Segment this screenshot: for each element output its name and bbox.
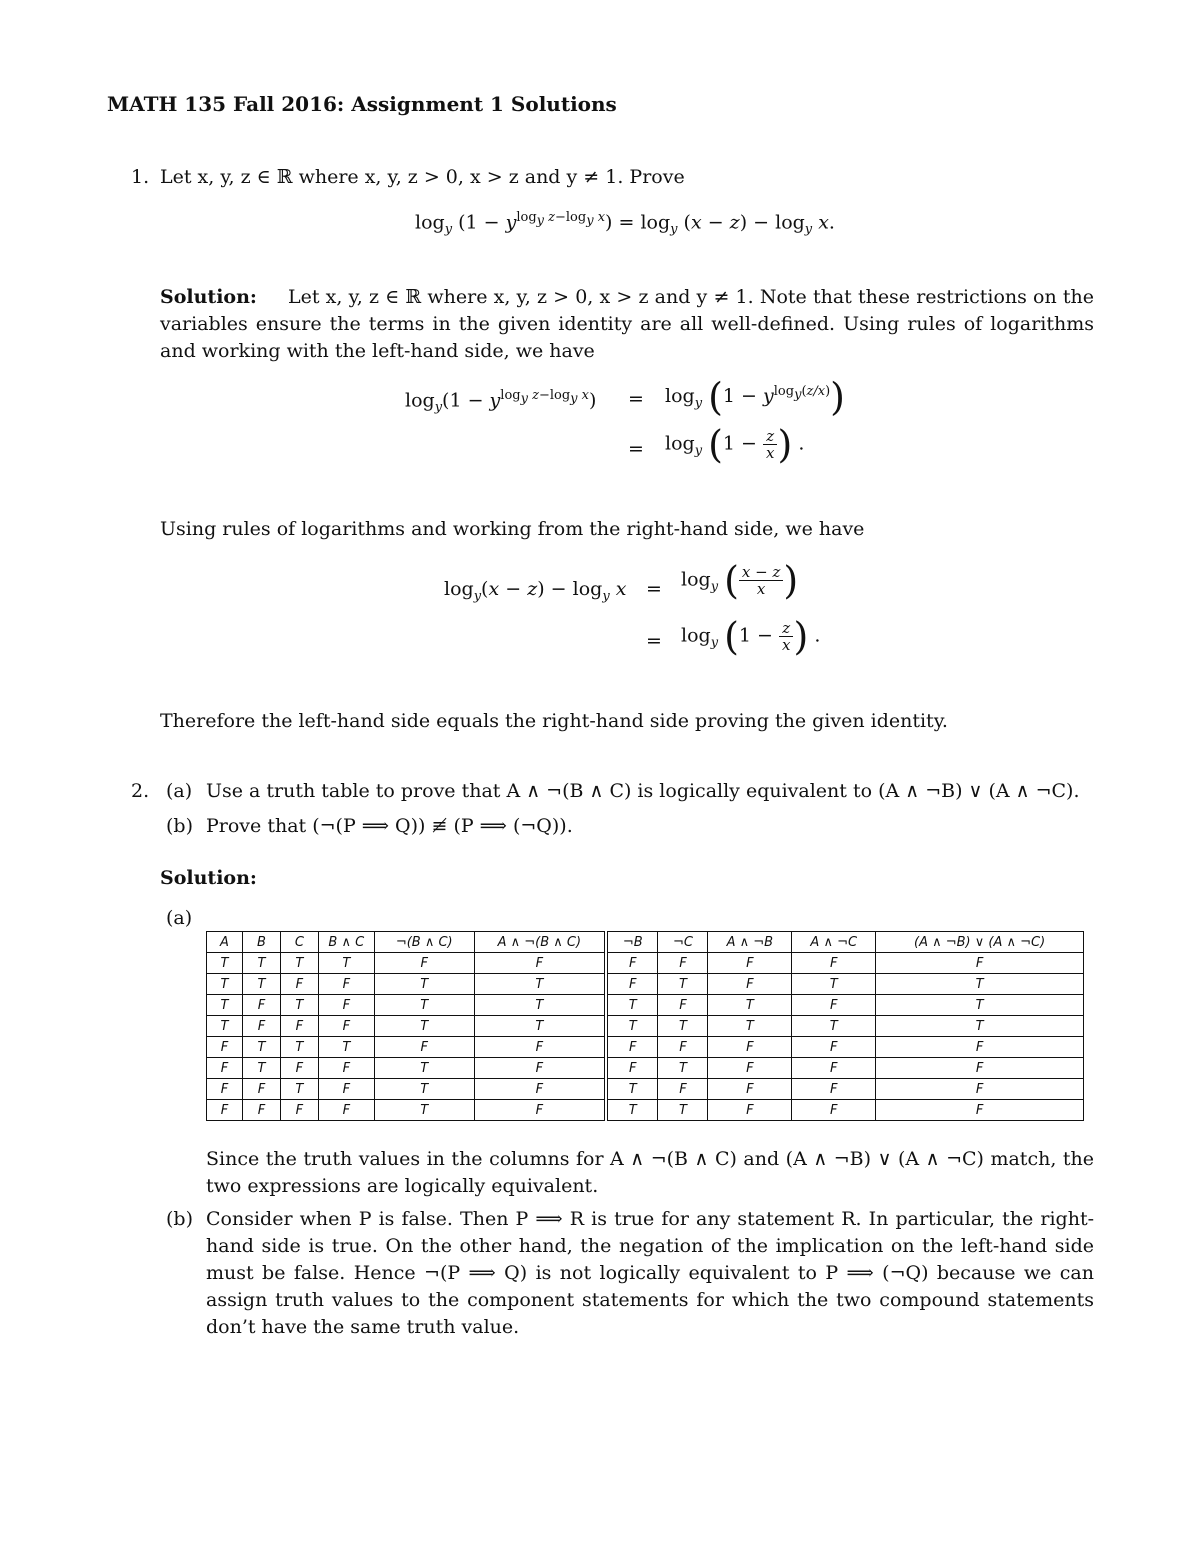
table-cell: T [708,995,792,1016]
table-row [207,995,1084,1016]
table-cell: T [606,995,658,1016]
q1-number: 1. [131,166,150,188]
table-cell: T [876,995,1084,1016]
table-cell: T [374,1016,474,1037]
q1-statement: Let x, y, z ∈ ℝ where x, y, z > 0, x > z and y ≠ 1. Prove [160,166,685,188]
table-cell: T [374,1100,474,1121]
table-cell: T [792,1016,876,1037]
rhs-step1-right: $\log_y$ ( $\frac{x - z}{x}$ ) [681,558,799,603]
equals-sign: = [628,438,644,460]
q2-sol-a-text: Since the truth values in the columns for A ∧ ¬(B ∧ C) and (A ∧ ¬B) ∨ (A ∧ ¬C) match, the two expressions are logically equivalent. [206,1148,1094,1197]
table-cell: T [658,1016,708,1037]
table-cell: F [658,1037,708,1058]
table-cell: T [374,974,474,995]
table-cell: F [207,1058,243,1079]
table-cell: F [792,1037,876,1058]
table-cell: F [876,953,1084,974]
q1-identity: $\log_y (1 - y^{log_y z-log_y x}) = \log_y (x - z) - \log_y x$. [415,210,835,238]
table-cell: F [318,974,374,995]
equals-sign: = [646,630,662,652]
q2-solution-label: Solution: [160,867,257,889]
lhs-step1-left: $\log_y(1 - y^{log_y z-log_y x})$ [405,388,597,416]
table-cell: T [242,1058,280,1079]
table-header-cell: A ∧ ¬(B ∧ C) [474,932,606,953]
table-cell: T [374,995,474,1016]
table-row [207,1079,1084,1100]
table-cell: T [792,974,876,995]
table-header-cell: B [242,932,280,953]
table-cell: F [474,1079,606,1100]
table-cell: T [207,953,243,974]
table-header-cell: (A ∧ ¬B) ∨ (A ∧ ¬C) [876,932,1084,953]
table-cell: F [474,1100,606,1121]
table-cell: F [474,1037,606,1058]
table-cell: T [318,953,374,974]
q2-part-a-label: (a) [166,780,193,802]
q1-solution-label: Solution: [160,286,257,308]
q2-sol-b-label: (b) [166,1208,193,1230]
table-cell: F [658,1079,708,1100]
q2-part-a: Use a truth table to prove that A ∧ ¬(B ∧ C) is logically equivalent to (A ∧ ¬B) ∨ (A ∧ ¬C). [206,780,1080,802]
table-cell: F [658,953,708,974]
q2-number: 2. [131,780,150,802]
table-cell: F [792,953,876,974]
lhs-step2-right: $\log_y (1$ − $\frac{z}{x}$ ) . [665,422,805,467]
rhs-step2-right: $\log_y (1$ − $\frac{z}{x}$ ) . [681,614,821,659]
table-cell: T [242,953,280,974]
q2-part-b-label: (b) [166,815,193,837]
table-cell: F [318,1100,374,1121]
table-cell: T [606,1100,658,1121]
table-header-cell: A [207,932,243,953]
table-cell: T [280,1079,318,1100]
table-cell: F [708,1037,792,1058]
table-cell: F [708,1058,792,1079]
table-cell: T [280,995,318,1016]
table-cell: T [658,1100,708,1121]
rhs-step1-left: $\log_y(x - z) - \log_y x$ [444,578,627,604]
table-cell: F [242,1079,280,1100]
table-cell: F [708,1100,792,1121]
table-cell: F [708,974,792,995]
table-cell: F [606,953,658,974]
table-cell: T [374,1058,474,1079]
table-cell: F [242,995,280,1016]
table-cell: F [280,1058,318,1079]
q2-sol-b-text: Consider when P is false. Then P ⟹ R is true for any statement R. In particular, the right-hand side is true. On the other hand, the negation of the implication on the left-hand side must be false. Hence ¬(P ⟹ Q) is not logically equivalent to P ⟹ (¬Q) because we can assign truth values to the component statements for which the two compound statements don’t have the same truth value. [206,1208,1094,1338]
table-header-cell: A ∧ ¬B [708,932,792,953]
table-cell: F [792,1058,876,1079]
table-cell: F [280,974,318,995]
table-cell: F [658,995,708,1016]
q2-part-b: Prove that (¬(P ⟹ Q)) ≢ (P ⟹ (¬Q)). [206,815,573,837]
table-header-cell: ¬C [658,932,708,953]
q2-sol-a-label: (a) [166,907,193,929]
table-cell: F [792,1100,876,1121]
table-cell: F [876,1079,1084,1100]
table-cell: T [474,974,606,995]
table-cell: T [474,995,606,1016]
table-cell: T [876,1016,1084,1037]
table-cell: F [280,1100,318,1121]
equals-sign: = [628,388,644,410]
q1-conclusion: Therefore the left-hand side equals the right-hand side proving the given identity. [160,710,948,732]
table-cell: F [792,1079,876,1100]
table-cell: T [207,1016,243,1037]
table-header-cell: B ∧ C [318,932,374,953]
table-cell: F [474,953,606,974]
table-header-cell: C [280,932,318,953]
table-cell: T [658,1058,708,1079]
table-cell: F [606,1037,658,1058]
table-cell: T [876,974,1084,995]
table-row [207,974,1084,995]
equals-sign: = [646,578,662,600]
table-cell: T [242,1037,280,1058]
table-row [207,1037,1084,1058]
lhs-step1-right: $\log_y (1 - y^{log_y(z/x)})$ [665,375,845,419]
table-cell: T [374,1079,474,1100]
table-header-row [207,932,1084,953]
table-header-cell: ¬(B ∧ C) [374,932,474,953]
q1-solution-paragraph: Let x, y, z ∈ ℝ where x, y, z > 0, x > z and y ≠ 1. Note that these restrictions on the variables ensure the terms in the given identity are all well-defined. Using rules of logarithms and working with the left-hand side, we have [160,286,1094,362]
table-cell: F [242,1100,280,1121]
table-cell: F [374,1037,474,1058]
table-row [207,1058,1084,1079]
table-cell: F [207,1037,243,1058]
table-cell: T [207,974,243,995]
table-row [207,1100,1084,1121]
table-cell: F [708,953,792,974]
table-cell: F [207,1079,243,1100]
table-cell: F [606,1058,658,1079]
table-cell: F [876,1037,1084,1058]
table-cell: F [374,953,474,974]
table-cell: F [792,995,876,1016]
table-row [207,1016,1084,1037]
truth-table [206,931,1084,1121]
table-cell: T [658,974,708,995]
table-cell: F [318,1016,374,1037]
q1-solution-p2: Using rules of logarithms and working from the right-hand side, we have [160,518,865,540]
table-cell: T [474,1016,606,1037]
table-cell: T [318,1037,374,1058]
table-cell: T [606,1079,658,1100]
table-header-cell: A ∧ ¬C [792,932,876,953]
table-cell: F [606,974,658,995]
table-cell: F [318,1079,374,1100]
table-cell: T [280,1037,318,1058]
table-cell: F [280,1016,318,1037]
table-cell: T [207,995,243,1016]
table-cell: F [876,1058,1084,1079]
table-cell: F [318,995,374,1016]
table-cell: T [242,974,280,995]
page-title: MATH 135 Fall 2016: Assignment 1 Solutions [107,92,617,116]
table-cell: F [318,1058,374,1079]
table-header-cell: ¬B [606,932,658,953]
table-cell: F [242,1016,280,1037]
table-cell: T [280,953,318,974]
table-row [207,953,1084,974]
table-cell: F [876,1100,1084,1121]
table-cell: T [708,1016,792,1037]
table-cell: F [207,1100,243,1121]
table-cell: F [708,1079,792,1100]
table-cell: T [606,1016,658,1037]
table-cell: F [474,1058,606,1079]
